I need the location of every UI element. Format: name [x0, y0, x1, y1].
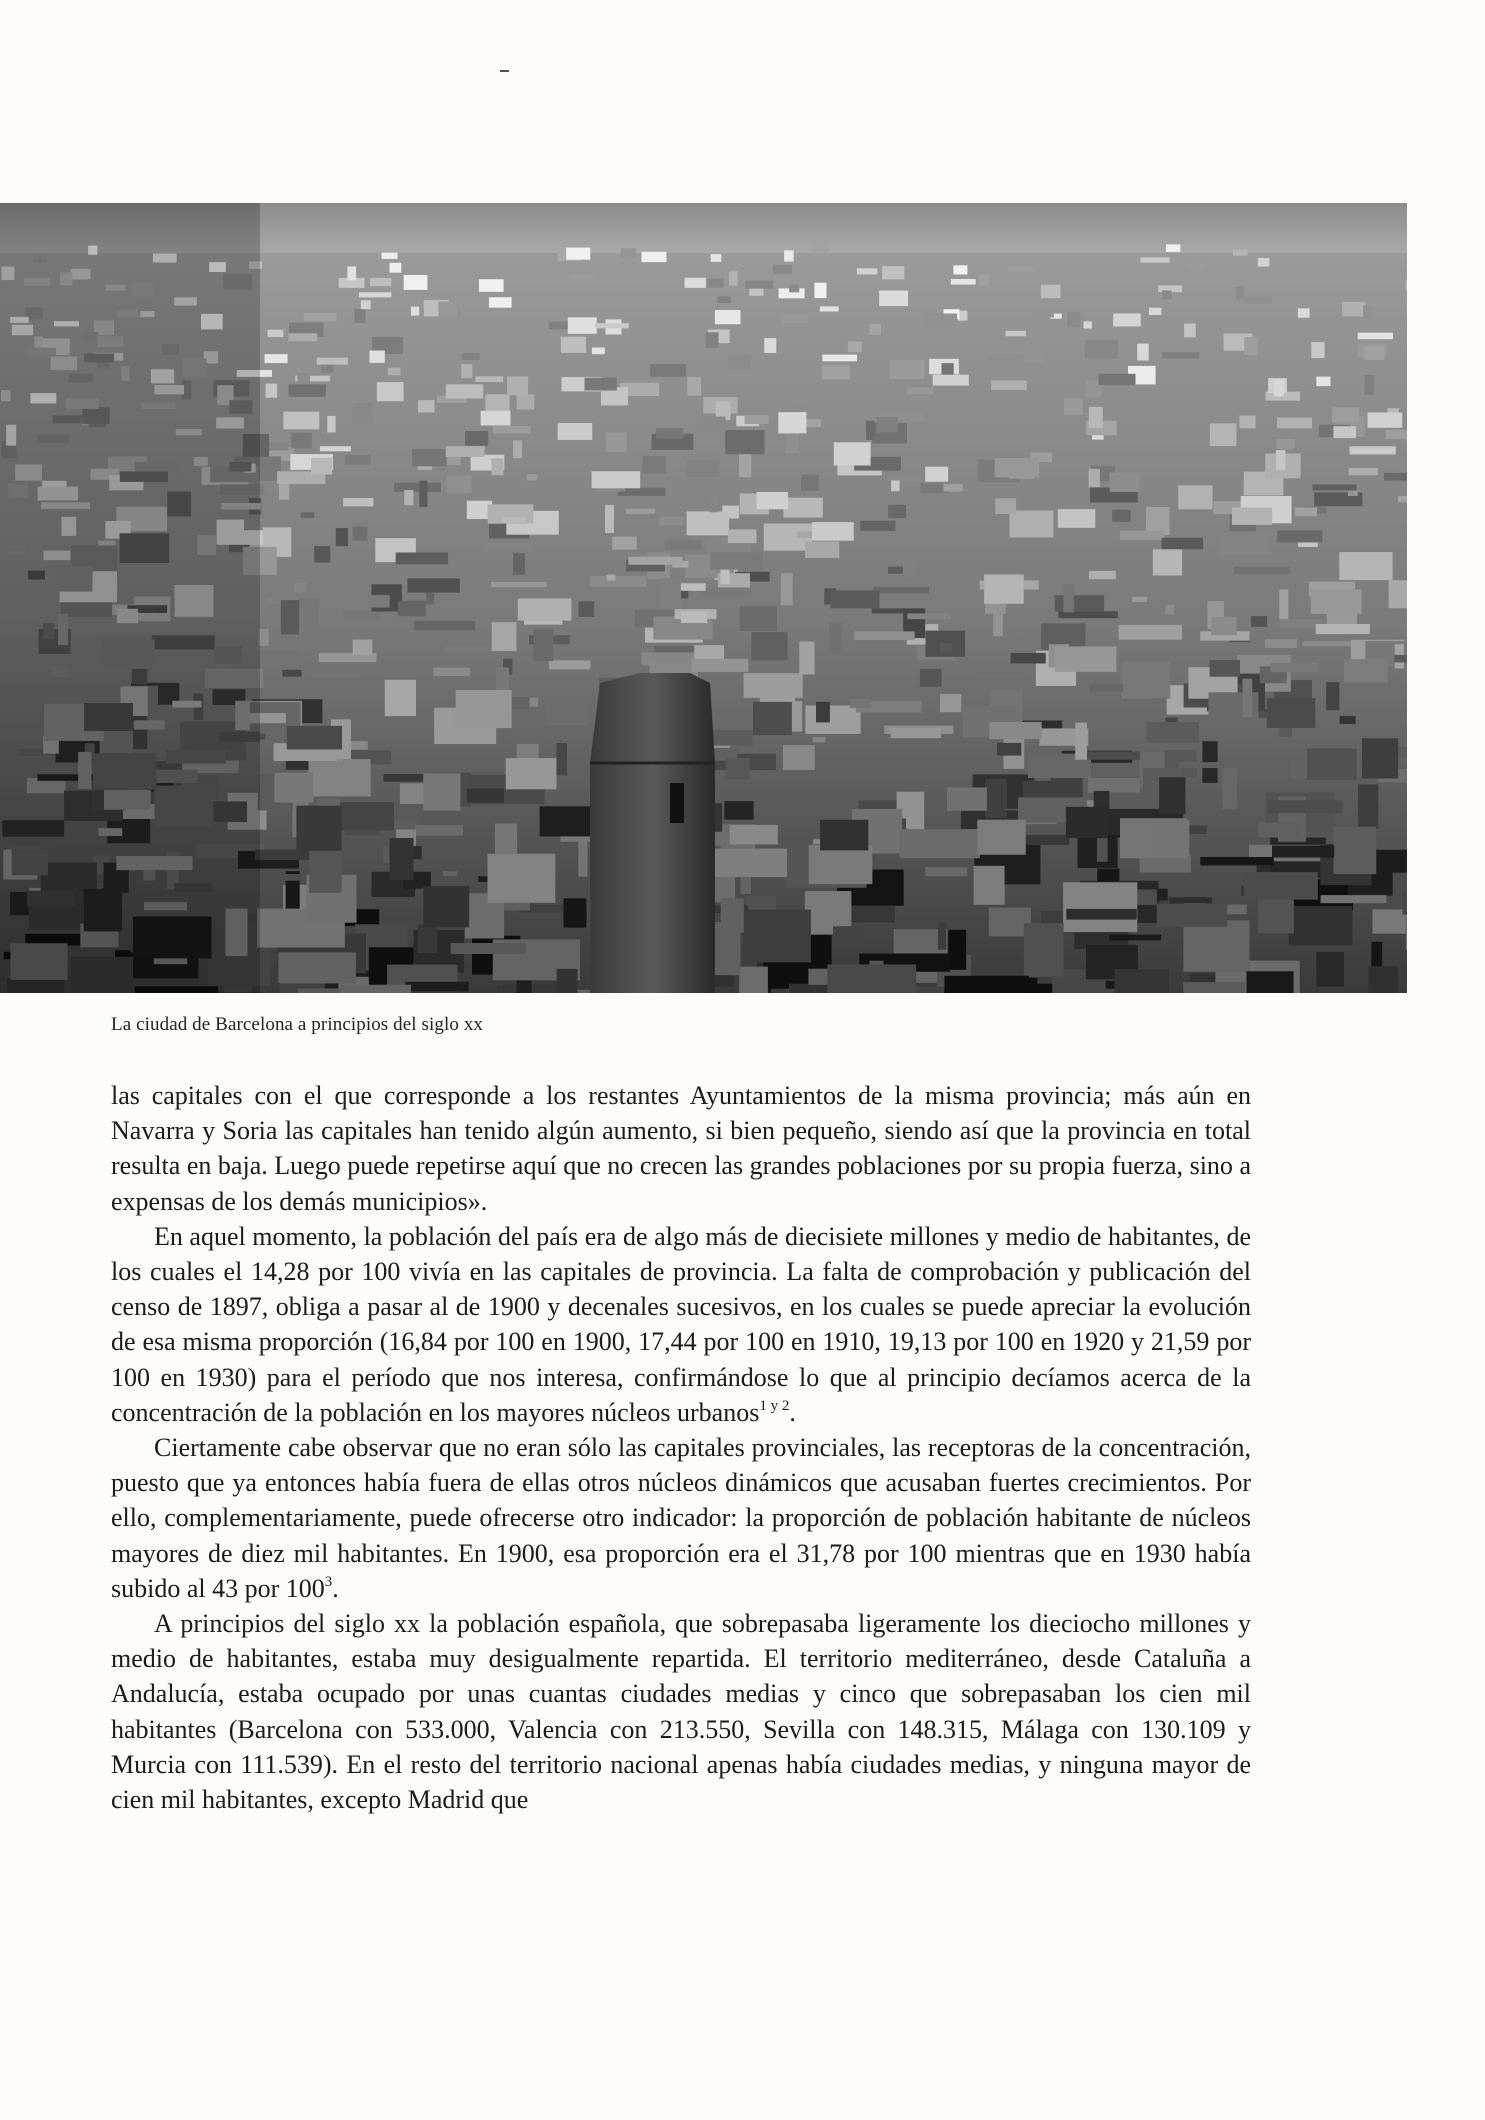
- paragraph-text: .: [789, 1397, 796, 1427]
- photo-caption: La ciudad de Barcelona a principios del siglo xx: [111, 1014, 484, 1035]
- print-mark: [500, 70, 509, 72]
- paragraph-text: En aquel momento, la población del país era de algo más de diecisiete millones y medio de habitantes, de los cuales el 14,28 por 100 vivía en las capitales de provincia. La falta de comprobación y publicación del censo de 1897, obliga a pasar al de 1900 y decenales sucesivos, en los cuales se puede apreciar la evolución de esa misma proporción (16,84 por 100 en 1900, 17,44 por 100 en 1910, 19,13 por 100 en 1920 y 21,59 por 100 en 1930) para el período que nos interesa, confirmándose lo que al principio decíamos acerca de la concentración de la población en los mayores núcleos urbanos: [111, 1221, 1251, 1427]
- footnote-ref: 1 y 2: [759, 1397, 790, 1414]
- paragraph-text: Ciertamente cabe observar que no eran sólo las capitales provinciales, las receptoras de la concentración, puesto que ya entonces había fuera de ellas otros núcleos dinámicos que acusaban fuertes crecimientos. Por ello, complementariamente, puede ofrecerse otro indicador: la proporción de población habitante de núcleos mayores de diez mil habitantes. En 1900, esa proporción era el 31,78 por 100 mientras que en 1930 había subido al 43 por 100: [111, 1433, 1251, 1603]
- paragraph-text: las capitales con el que corresponde a los restantes Ayuntamientos de la misma provincia; más aún en Navarra y Soria las capitales han tenido algún aumento, si bien pequeño, siendo así que la provincia en total resulta en baja. Luego puede repetirse aquí que no crecen las grandes poblaciones por su propia fuerza, sino a expensas de los demás municipios».: [111, 1081, 1251, 1216]
- paragraph: [111, 1219, 1251, 1430]
- paragraph-text: A principios del siglo xx la población española, que sobrepasaba ligeramente los dieciocho millones y medio de habitantes, estaba muy desigualmente repartida. El territorio mediterráneo, desde Cataluña a Andalucía, estaba ocupado por unas cuantas ciudades medias y cinco que sobrepasaban los cien mil habitantes (Barcelona con 533.000, Valencia con 213.550, Sevilla con 148.315, Málaga con 130.109 y Murcia con 111.539). En el resto del territorio nacional apenas había ciudades medias, y ninguna mayor de cien mil habitantes, excepto Madrid que: [111, 1609, 1251, 1815]
- paragraph: [111, 1430, 1251, 1606]
- footnote-ref: 3: [324, 1573, 333, 1590]
- paragraph: [111, 1606, 1251, 1817]
- barcelona-aerial-photo: [0, 203, 1407, 993]
- paragraph-text: .: [332, 1573, 339, 1603]
- photo-illustration: [0, 203, 1407, 993]
- paragraph: [111, 1078, 1251, 1219]
- body-text: [111, 1078, 1251, 1817]
